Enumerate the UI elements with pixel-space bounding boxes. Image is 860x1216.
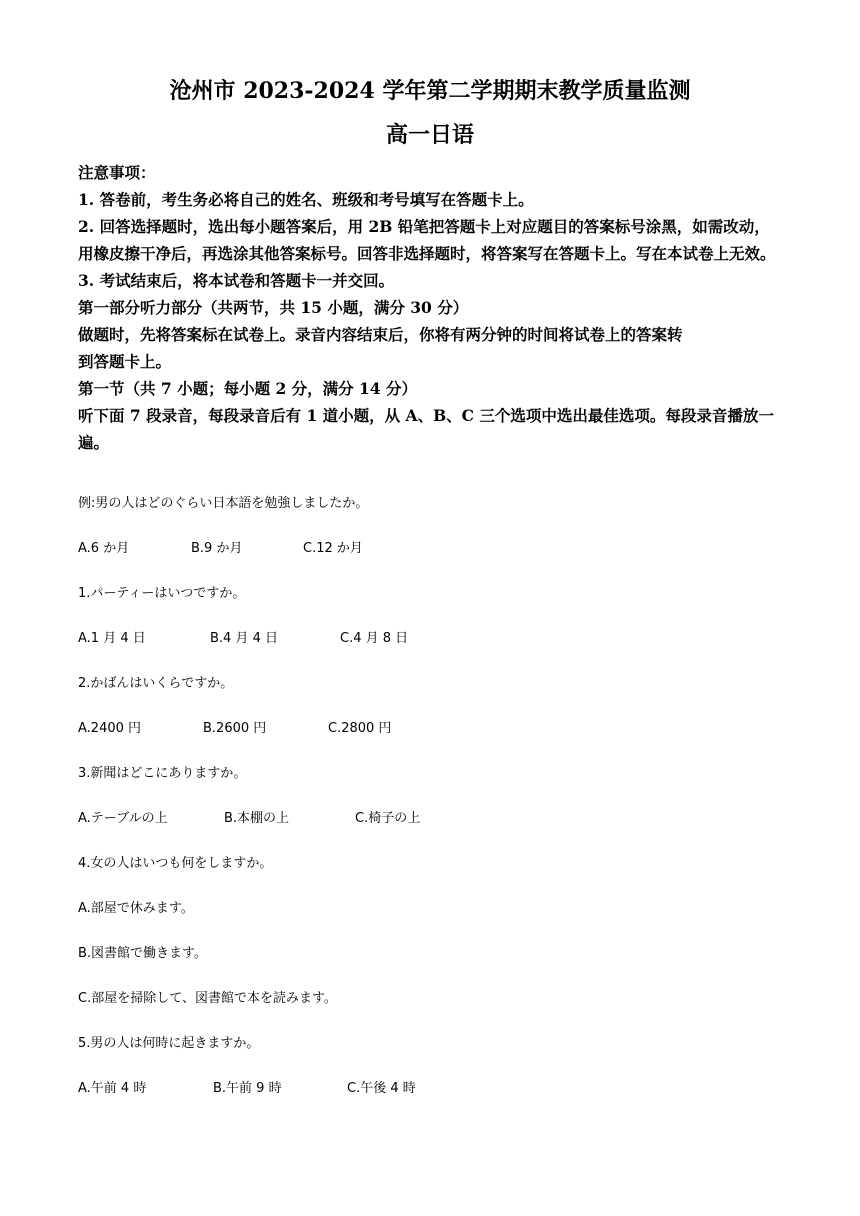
notice-item-2: 2. 回答选择题时，选出每小题答案后，用 2B 铅笔把答题卡上对应题目的答案标号涂黑，如需改动，用橡皮擦干净后，再选涂其他答案标号。回答非选择题时，将答案写在答题卡上。写在本试卷上无效。 xyxy=(78,217,776,263)
question-4-option-b: B.図書館で働きます。 xyxy=(78,946,208,961)
question-2-option-a: A.2400 円 xyxy=(78,721,142,736)
question-5-option-a: A.午前 4 時 xyxy=(78,1081,147,1096)
question-4: 4.女の人はいつも何をしますか。 xyxy=(78,856,273,871)
question-3: 3.新聞はどこにありますか。 xyxy=(78,766,247,781)
question-3-option-a: A.テーブルの上 xyxy=(78,811,168,826)
question-3-option-b: B.本棚の上 xyxy=(224,811,290,826)
notice-item-3: 3. 考试结束后，将本试卷和答题卡一并交回。 xyxy=(78,271,395,290)
question-5-option-b: B.午前 9 時 xyxy=(213,1081,282,1096)
example-option-c: C.12 か月 xyxy=(303,541,363,556)
question-1: 1.パーティーはいつですか。 xyxy=(78,586,246,601)
page-subtitle: 高一日语 xyxy=(385,122,474,148)
example-option-b: B.9 か月 xyxy=(191,541,243,556)
question-1-option-a: A.1 月 4 日 xyxy=(78,631,146,646)
notice-item-1: 1. 答卷前，考生务必将自己的姓名、班级和考号填写在答题卡上。 xyxy=(78,190,534,209)
question-5-option-c: C.午後 4 時 xyxy=(347,1081,416,1096)
section1-heading: 第一节（共 7 小题；每小题 2 分，满分 14 分） xyxy=(78,379,418,398)
notice-block xyxy=(78,159,783,456)
question-4-option-a: A.部屋で休みます。 xyxy=(78,901,194,916)
section1-desc: 听下面 7 段录音，每段录音后有 1 道小题，从 A、B、C 三个选项中选出最佳选项。每段录音播放一遍。 xyxy=(78,406,774,452)
question-2-option-b: B.2600 円 xyxy=(203,721,267,736)
example-option-a: A.6 か月 xyxy=(78,541,130,556)
question-1-option-c: C.4 月 8 日 xyxy=(340,631,409,646)
question-2: 2.かばんはいくらですか。 xyxy=(78,676,234,691)
part1-desc-b: 到答题卡上。 xyxy=(78,352,172,371)
question-1-option-b: B.4 月 4 日 xyxy=(210,631,278,646)
example-question: 例:男の人はどのぐらい日本語を勉強しましたか。 xyxy=(78,496,369,511)
question-3-option-c: C.椅子の上 xyxy=(355,811,421,826)
question-4-option-c: C.部屋を掃除して、図書館で本を読みます。 xyxy=(78,991,337,1006)
part1-desc-a: 做题时，先将答案标在试卷上。录音内容结束后，你将有两分钟的时间将试卷上的答案转 xyxy=(78,325,683,344)
part1-heading: 第一部分听力部分（共两节，共 15 小题，满分 30 分） xyxy=(78,298,469,317)
question-2-option-c: C.2800 円 xyxy=(328,721,392,736)
page-title: 沧州市 2023-2024 学年第二学期期末教学质量监测 xyxy=(169,78,691,104)
question-5: 5.男の人は何時に起きますか。 xyxy=(78,1036,260,1051)
notice-heading: 注意事项： xyxy=(78,163,156,182)
